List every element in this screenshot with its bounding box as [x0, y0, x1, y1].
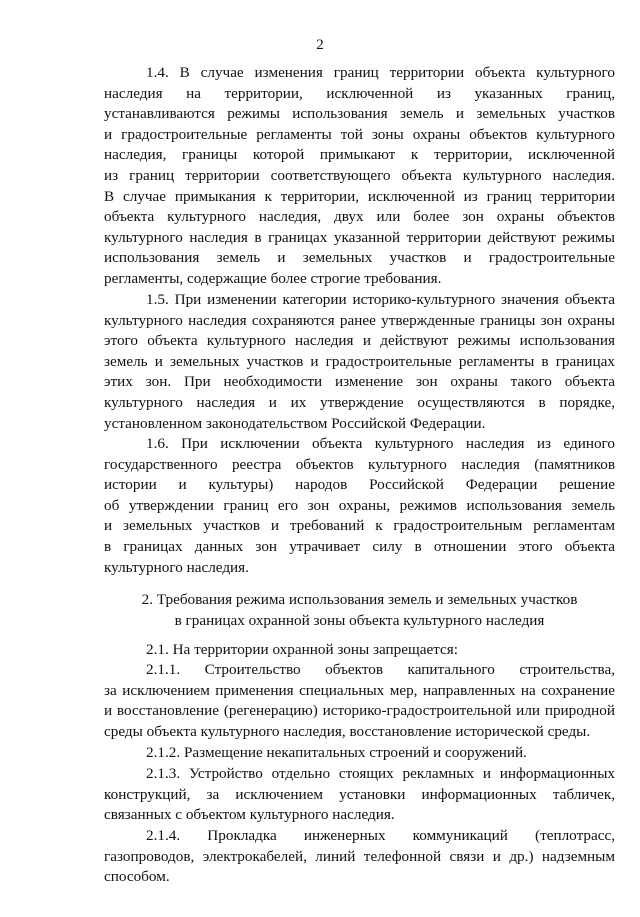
paragraph-2-1-4 [104, 826, 615, 888]
text-line: из границ территории соответствующего объекта культурного наследия. [104, 166, 615, 184]
paragraph-1-6 [104, 434, 615, 578]
text-line: и восстановление (регенерацию) историко-градостроительной или природной [104, 702, 615, 720]
text-line: установленном законодательством Российской Федерации. [104, 414, 486, 432]
text-line: 1.6. При исключении объекта культурного наследия из единого [146, 435, 615, 452]
text-line: конструкций, за исключением установки информационных табличек, [104, 785, 615, 803]
text-line: наследия, границы которой примыкают к территории, исключенной [104, 146, 615, 164]
text-line: культурного наследия в границах указанной территории действуют режимы [104, 228, 615, 246]
text-line: истории и культуры) народов Российской Федерации решение [104, 476, 615, 494]
heading-line: в границах охранной зоны объекта культурного наследия [174, 611, 545, 629]
text-line: газопроводов, электрокабелей, линий телефонной связи и др.) надземным [104, 847, 615, 865]
text-line: среды объекта культурного наследия, восстановление исторической среды. [104, 722, 591, 740]
paragraph-1-5 [104, 290, 615, 434]
text-line: регламенты, содержащие более строгие требования. [104, 269, 442, 287]
text-line: и земельных участков и требований к градостроительным регламентам [104, 517, 615, 535]
text-line: 2.1.3. Устройство отдельно стоящих рекламных и информационных [146, 765, 615, 782]
text-line: объекта культурного наследия, двух или более зон охраны объектов [104, 208, 615, 226]
text-line: 1.5. При изменении категории историко-культурного значения объекта [146, 291, 615, 308]
text-line: 2.1. На территории охранной зоны запрещается: [146, 641, 458, 658]
text-line: 1.4. В случае изменения границ территории объекта культурного [146, 64, 615, 81]
text-line: об утверждении границ его зон охраны, режимов использования земель [104, 496, 615, 514]
text-line: в границах данных зон утрачивает силу в отношении этого объекта [104, 537, 615, 555]
page-number: 2 [316, 37, 324, 53]
section-2-heading [104, 590, 615, 631]
text-line: культурного наследия. [104, 558, 249, 576]
text-line: культурного наследия и их утверждение осуществляются в порядке, [104, 393, 615, 411]
text-line: связанных с объектом культурного наследия. [104, 806, 395, 824]
text-line: культурного наследия сохраняются ранее утвержденные границы зон охраны [104, 311, 615, 329]
text-line: В случае примыкания к территории, исключенной из границ территории [104, 187, 615, 205]
paragraph-1-4 [104, 63, 615, 290]
text-line: и градостроительные регламенты той зоны охраны объектов культурного [104, 125, 615, 143]
text-line: этих зон. При необходимости изменение зон охраны такого объекта [104, 373, 615, 391]
text-line: этого объекта культурного наследия и действуют режимы использования [104, 332, 615, 350]
text-line: земель и земельных участков и градостроительные регламенты в границах [104, 352, 615, 370]
text-line: устанавливаются режимы использования земель и земельных участков [104, 105, 615, 123]
text-line: способом. [104, 868, 170, 886]
text-line: за исключением применения специальных мер, направленных на сохранение [104, 681, 615, 699]
text-line: государственного реестра объектов культурного наследия (памятников [104, 455, 615, 473]
paragraph-2-1-3 [104, 764, 615, 826]
paragraph-2-1 [104, 640, 615, 661]
text-line: использования земель и земельных участков и градостроительные [104, 249, 615, 267]
paragraph-2-1-1 [104, 660, 615, 742]
paragraph-2-1-2 [104, 743, 615, 764]
heading-line: 2. Требования режима использования земель и земельных участков [141, 591, 578, 608]
text-line: 2.1.2. Размещение некапитальных строений и сооружений. [146, 744, 527, 761]
text-line: 2.1.1. Строительство объектов капитального строительства, [146, 661, 615, 678]
text-line: наследия на территории, исключенной из указанных границ, [104, 84, 615, 102]
text-line: 2.1.4. Прокладка инженерных коммуникаций (теплотрасс, [146, 827, 615, 844]
